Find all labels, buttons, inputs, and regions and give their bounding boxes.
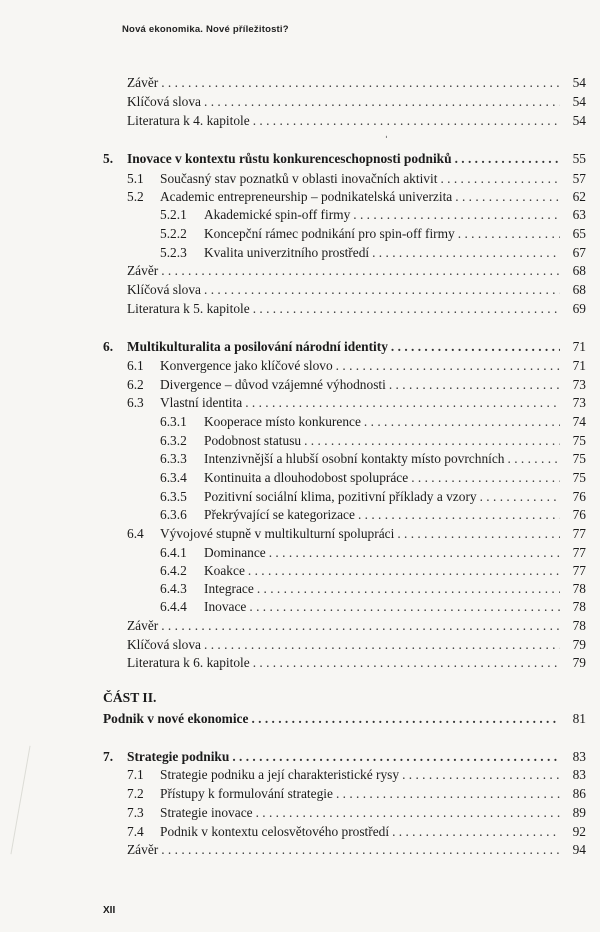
dot-leader [397,525,560,543]
dot-leader [161,841,560,859]
toc-entry-title: Inovace [204,599,247,614]
toc-entry-number: 6.3.2 [160,433,187,448]
toc-entry [0,598,586,616]
toc-entry-page: 55 [572,151,586,166]
toc-entry-page: 67 [572,245,586,260]
dot-leader [336,357,560,375]
toc-entry [0,544,586,562]
toc-entry-number: 6.1 [127,358,144,373]
dot-leader [161,262,560,280]
toc-entry-page: 77 [572,563,586,578]
toc-entry [0,357,586,375]
toc-entry-page: 73 [572,377,586,392]
toc-entry-page: 63 [572,207,586,222]
toc-entry [0,525,586,543]
dot-leader [336,785,560,803]
dot-leader [232,748,560,766]
toc-entry-page: 71 [572,358,586,373]
toc-entry-number: 6.3.6 [160,507,187,522]
toc-entry-page: 54 [572,113,586,128]
toc-entry [0,150,586,168]
toc-entry-title: Academic entrepreneurship – podnikatelská univerzita [160,189,453,204]
toc-entry-page: 54 [572,75,586,90]
toc-entry-page: 79 [572,655,586,670]
toc-entry [0,841,586,859]
toc-entry-title: Podnik v kontextu celosvětového prostředí [160,824,390,839]
toc-entry-page: 75 [572,433,586,448]
toc-entry-title: Dominance [204,545,266,560]
dot-leader [204,93,560,111]
toc-entry [0,170,586,188]
toc-entry-title: Závěr [127,842,159,857]
toc-entry-title: Strategie podniku a její charakteristické rysy [160,767,400,782]
toc-entry-title: Podobnost statusu [204,433,302,448]
toc-entry [0,413,586,431]
toc-entry-page: 77 [572,545,586,560]
toc-entry-number: 6.4.3 [160,581,187,596]
dot-leader [304,432,560,450]
part-heading: ČÁST II. [103,690,157,705]
dot-leader [245,394,560,412]
dot-leader [372,244,560,262]
toc-entry [0,562,586,580]
toc-entry-number: 6.3 [127,395,144,410]
toc-entry-number: 6.3.5 [160,489,187,504]
running-header: Nová ekonomika. Nové příležitosti? [122,24,289,35]
dot-leader [248,562,560,580]
toc-entry-number: 5.2 [127,189,144,204]
toc-entry [0,450,586,468]
toc-entry-title: Kooperace místo konkurence [204,414,361,429]
toc-entry-page: 78 [572,618,586,633]
toc-entry [0,300,586,318]
toc-entry-title: Akademické spin-off firmy [204,207,351,222]
toc-entry [0,617,586,635]
dot-leader [411,469,560,487]
toc-entry-title: Klíčová slova [127,94,202,109]
toc-entry [0,262,586,280]
dot-leader [204,636,560,654]
dot-leader [253,654,560,672]
toc-entry [0,281,586,299]
toc-entry-page: 74 [572,414,586,429]
toc-entry-page: 54 [572,94,586,109]
toc-entry-page: 76 [572,489,586,504]
toc-entry-number: 7.3 [127,805,144,820]
toc-entry [0,823,586,841]
dot-leader [253,300,560,318]
dot-leader [249,598,560,616]
toc-entry-title: Strategie inovace [160,805,253,820]
toc-entry-title: Literatura k 5. kapitole [127,301,250,316]
toc-entry [0,206,586,224]
toc-entry-title: Závěr [127,75,159,90]
toc-entry-page: 94 [572,842,586,857]
toc-entry-number: 6.3.4 [160,470,187,485]
toc-entry-title: Pozitivní sociální klima, pozitivní příklady a vzory [204,489,477,504]
toc-entry-page: 83 [572,767,586,782]
toc-entry [0,244,586,262]
dot-leader [458,225,560,243]
toc-entry-title: Vývojové stupně v multikulturní spolupráci [160,526,395,541]
toc-entry [0,225,586,243]
toc-entry-number: 5. [103,151,114,166]
dot-leader [391,338,560,356]
toc-entry-page: 57 [572,171,586,186]
toc-entry-page: 73 [572,395,586,410]
toc-entry-number: 5.2.3 [160,245,187,260]
toc-entry-title: Překrývající se kategorizace [204,507,355,522]
toc-entry [0,112,586,130]
toc-entry-page: 68 [572,282,586,297]
toc-entry-page: 65 [572,226,586,241]
toc-entry-number: 6.3.3 [160,451,187,466]
toc-entry-title: Multikulturalita a posilování národní identity [127,339,388,354]
toc-entry-page: 77 [572,526,586,541]
dot-leader [508,450,560,468]
toc-entry-number: 5.2.1 [160,207,187,222]
toc-entry-title: Intenzivnější a hlubší osobní kontakty místo povrchních [204,451,505,466]
toc-entry-page: 62 [572,189,586,204]
dot-leader [364,413,560,431]
toc-entry-page: 75 [572,451,586,466]
toc-entry-page: 86 [572,786,586,801]
toc-entry-title: Přístupy k formulování strategie [160,786,333,801]
toc-entry-title: Závěr [127,263,159,278]
toc-entry-title: Inovace v kontextu růstu konkurenceschopnosti podniků [127,151,452,166]
toc-entry [0,804,586,822]
toc-entry-page: 78 [572,581,586,596]
toc-entry-title: Koncepční rámec podnikání pro spin-off firmy [204,226,455,241]
dot-leader [161,617,560,635]
toc-entry-title: Klíčová slova [127,282,202,297]
toc-entry-page: 68 [572,263,586,278]
toc-entry-number: 6.4 [127,526,144,541]
toc-entry [0,469,586,487]
toc-entry-page: 76 [572,507,586,522]
dot-leader [358,506,560,524]
toc-entry-number: 7.2 [127,786,144,801]
dot-leader [269,544,560,562]
toc-entry-title: Kvalita univerzitního prostředí [204,245,370,260]
dot-leader [253,112,560,130]
dot-leader [161,74,560,92]
toc-entry-number: 7.1 [127,767,144,782]
toc-entry [0,785,586,803]
toc-entry-title: Koakce [204,563,245,578]
toc-entry-page: 89 [572,805,586,820]
toc-entry-title: Vlastní identita [160,395,243,410]
dot-leader [402,766,560,784]
toc-entry [0,93,586,111]
toc-entry [0,748,586,766]
dot-leader [353,206,560,224]
toc-entry-title: Konvergence jako klíčové slovo [160,358,333,373]
toc-entry-number: 5.1 [127,171,144,186]
page-folio: XII [103,905,116,916]
toc-entry [0,580,586,598]
dot-leader [455,150,560,168]
toc-entry-title: Strategie podniku [127,749,230,764]
toc-entry [0,488,586,506]
dot-leader [455,188,560,206]
toc-entry-title: Divergence – důvod vzájemné výhodnosti [160,377,386,392]
toc-entry [0,338,586,356]
toc-entry-page: 71 [572,339,586,354]
toc-entry-number: 5.2.2 [160,226,187,241]
toc-entry-number: 6.2 [127,377,144,392]
toc-entry-number: 6.3.1 [160,414,187,429]
toc-entry-page: 69 [572,301,586,316]
dot-leader [256,804,560,822]
toc-entry [0,710,586,728]
dot-leader [204,281,560,299]
toc-entry-number: 6.4.1 [160,545,187,560]
toc-entry [0,636,586,654]
toc-entry-title: Současný stav poznatků v oblasti inovačních aktivit [160,171,438,186]
toc-entry-number: 7. [103,749,114,764]
toc-entry-title: Závěr [127,618,159,633]
dot-leader [251,710,560,728]
toc-entry-page: 81 [572,711,586,726]
toc-entry-page: 92 [572,824,586,839]
toc-entry-title: Literatura k 6. kapitole [127,655,250,670]
toc-entry [0,654,586,672]
dot-leader [440,170,560,188]
toc-entry-number: 6.4.2 [160,563,187,578]
toc-entry [0,766,586,784]
toc-entry-title: Kontinuita a dlouhodobost spolupráce [204,470,409,485]
toc-entry-title: Literatura k 4. kapitole [127,113,250,128]
dot-leader [480,488,560,506]
toc-entry-number: 7.4 [127,824,144,839]
dot-leader [257,580,560,598]
toc-entry [0,506,586,524]
dot-leader [392,823,560,841]
print-fleck: ˌ [384,124,389,139]
toc-entry [0,74,586,92]
dot-leader [389,376,560,394]
toc-entry [0,188,586,206]
toc-entry-number: 6.4.4 [160,599,187,614]
toc-entry [0,432,586,450]
toc-entry-page: 75 [572,470,586,485]
toc-entry [0,394,586,412]
toc-entry-page: 78 [572,599,586,614]
toc-entry-page: 83 [572,749,586,764]
toc-entry-title: Integrace [204,581,254,596]
toc-entry-number: 6. [103,339,114,354]
toc-entry-title: Klíčová slova [127,637,202,652]
toc-entry-page: 79 [572,637,586,652]
toc-entry-title: Podnik v nové ekonomice [103,711,249,726]
toc-entry [0,376,586,394]
